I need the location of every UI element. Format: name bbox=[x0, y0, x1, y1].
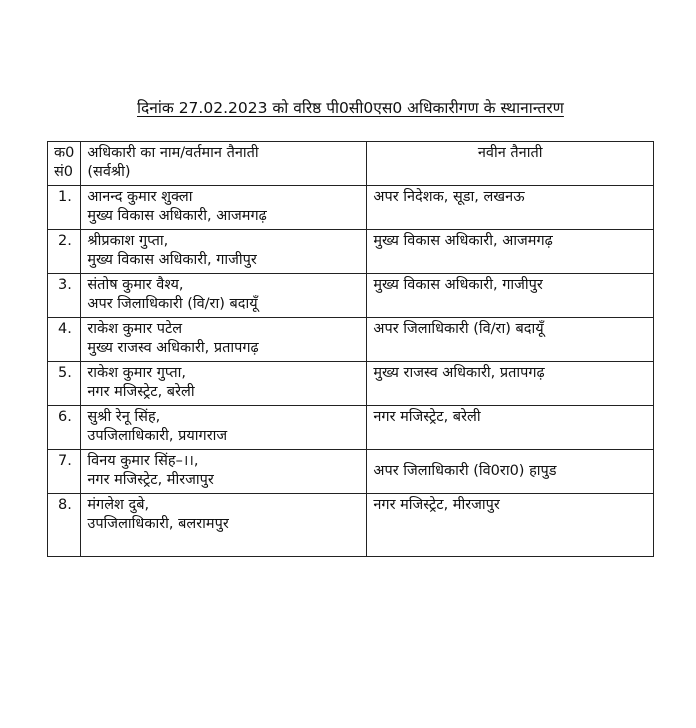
new-posting bbox=[367, 406, 654, 450]
officer-cell bbox=[81, 406, 367, 450]
serial-header-line1: क0 bbox=[54, 145, 75, 161]
officer-cell bbox=[81, 274, 367, 318]
new-posting bbox=[367, 230, 654, 274]
table-row bbox=[48, 406, 654, 450]
row-spacer bbox=[87, 534, 360, 553]
serial-number: 8. bbox=[48, 494, 81, 557]
serial-number: 1. bbox=[48, 186, 81, 230]
serial-number: 4. bbox=[48, 318, 81, 362]
officer-name: आनन्द कुमार शुक्ला bbox=[87, 189, 193, 205]
table-row bbox=[48, 494, 654, 557]
officer-cell bbox=[81, 450, 367, 494]
current-posting: नगर मजिस्ट्रेट, मीरजापुर bbox=[87, 472, 214, 488]
officer-name: श्रीप्रकाश गुप्ता, bbox=[87, 233, 169, 249]
serial-number: 3. bbox=[48, 274, 81, 318]
new-posting-text: अपर जिलाधिकारी (वि0रा0) हापुड bbox=[373, 462, 557, 479]
officer-name: मंगलेश दुबे, bbox=[87, 497, 150, 513]
table-row bbox=[48, 274, 654, 318]
current-posting: मुख्य राजस्व अधिकारी, प्रतापगढ़ bbox=[87, 340, 259, 356]
officer-name: संतोष कुमार वैश्य, bbox=[87, 277, 184, 293]
table-row bbox=[48, 230, 654, 274]
new-posting-text: नगर मजिस्ट्रेट, मीरजापुर bbox=[373, 497, 500, 513]
officer-header-line1: अधिकारी का नाम/वर्तमान तैनाती bbox=[87, 145, 259, 161]
officer-header-line2: (सर्वश्री) bbox=[87, 164, 131, 180]
current-posting: मुख्य विकास अधिकारी, गाजीपुर bbox=[87, 252, 257, 268]
officer-name: राकेश कुमार पटेल bbox=[87, 321, 183, 337]
new-posting-text: मुख्य राजस्व अधिकारी, प्रतापगढ़ bbox=[373, 365, 545, 381]
officer-name: सुश्री रेनू सिंह, bbox=[87, 409, 161, 425]
officer-name: विनय कुमार सिंह–।।, bbox=[87, 453, 199, 469]
current-posting: मुख्य विकास अधिकारी, आजमगढ़ bbox=[87, 208, 267, 224]
new-posting-text: मुख्य विकास अधिकारी, आजमगढ़ bbox=[373, 233, 553, 249]
document-title: दिनांक 27.02.2023 को वरिष्ठ पी0सी0एस0 अधिकारीगण के स्थानान्तरण bbox=[137, 99, 564, 117]
new-posting-text: मुख्य विकास अधिकारी, गाजीपुर bbox=[373, 277, 543, 293]
new-posting bbox=[367, 186, 654, 230]
new-posting bbox=[367, 450, 654, 494]
officer-cell bbox=[81, 362, 367, 406]
new-posting-text: अपर निदेशक, सूडा, लखनऊ bbox=[373, 189, 525, 205]
table-header-row bbox=[48, 142, 654, 186]
current-posting: उपजिलाधिकारी, प्रयागराज bbox=[87, 428, 228, 444]
new-posting-text: नगर मजिस्ट्रेट, बरेली bbox=[373, 409, 481, 425]
officer-cell bbox=[81, 318, 367, 362]
current-posting: नगर मजिस्ट्रेट, बरेली bbox=[87, 384, 195, 400]
officer-name: राकेश कुमार गुप्ता, bbox=[87, 365, 187, 381]
table-row bbox=[48, 318, 654, 362]
serial-number-header bbox=[48, 142, 81, 186]
table-row bbox=[48, 450, 654, 494]
officer-cell bbox=[81, 494, 367, 557]
new-posting bbox=[367, 494, 654, 557]
officer-header bbox=[81, 142, 367, 186]
transfer-table bbox=[47, 141, 654, 557]
officer-cell bbox=[81, 186, 367, 230]
serial-number: 7. bbox=[48, 450, 81, 494]
new-posting bbox=[367, 362, 654, 406]
new-posting-header: नवीन तैनाती bbox=[367, 142, 654, 186]
table-row bbox=[48, 186, 654, 230]
new-posting bbox=[367, 274, 654, 318]
new-posting bbox=[367, 318, 654, 362]
current-posting: अपर जिलाधिकारी (वि/रा) बदायूँ bbox=[87, 296, 258, 312]
new-posting-text: अपर जिलाधिकारी (वि/रा) बदायूँ bbox=[373, 321, 544, 337]
serial-number: 6. bbox=[48, 406, 81, 450]
table-row bbox=[48, 362, 654, 406]
officer-cell bbox=[81, 230, 367, 274]
serial-number: 2. bbox=[48, 230, 81, 274]
current-posting: उपजिलाधिकारी, बलरामपुर bbox=[87, 516, 229, 532]
serial-number: 5. bbox=[48, 362, 81, 406]
serial-header-line2: सं0 bbox=[54, 164, 74, 180]
